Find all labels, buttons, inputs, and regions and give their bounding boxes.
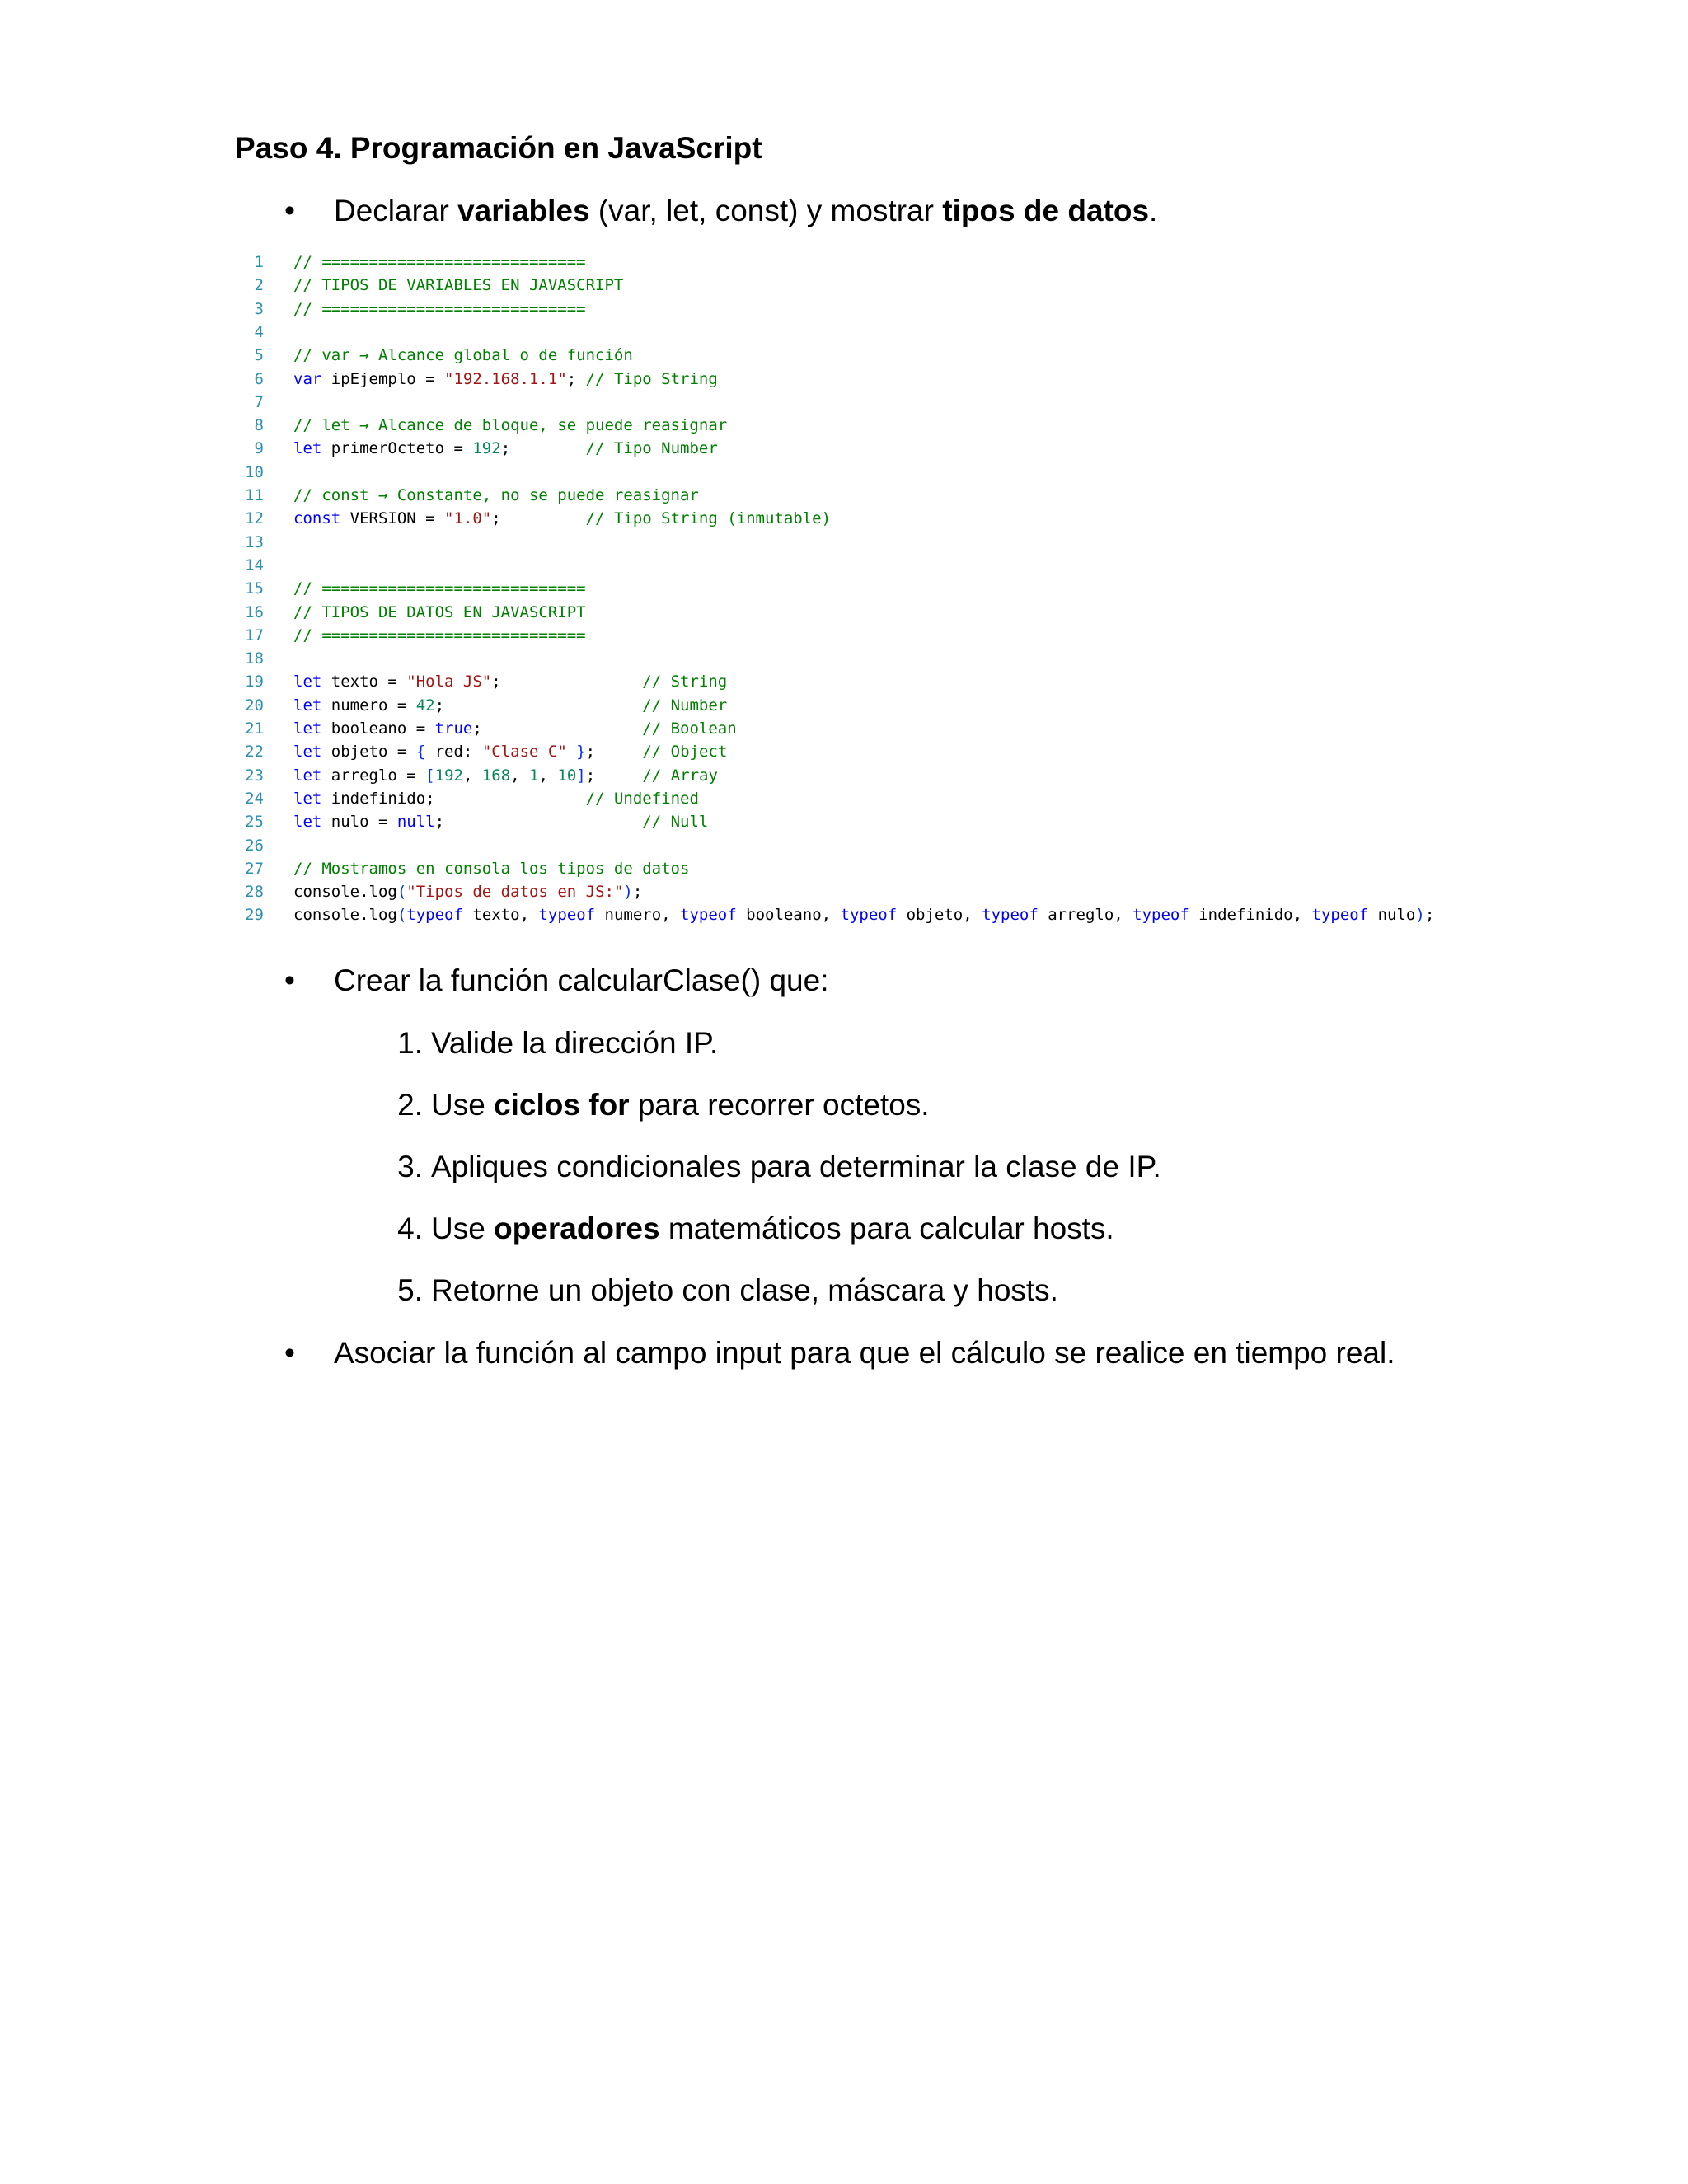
code-text	[293, 507, 831, 530]
code-token: // Tipo Number	[585, 439, 718, 458]
text-run: .	[1149, 194, 1158, 227]
code-text	[293, 810, 708, 833]
code-token: ;	[566, 369, 586, 388]
code-token: ;	[1424, 906, 1435, 925]
code-text	[293, 437, 718, 460]
list-text	[431, 1020, 718, 1066]
text-run: Declarar	[334, 194, 458, 227]
list-number: 2.	[397, 1088, 423, 1122]
code-token: // Boolean	[642, 719, 737, 738]
list-text	[431, 1144, 1161, 1190]
code-token: ,	[510, 766, 530, 785]
code-token: numero,	[595, 906, 681, 925]
code-token: // ============================	[293, 299, 586, 318]
code-token: ;	[491, 673, 643, 691]
code-token: 10	[557, 766, 577, 785]
bullet-text: Asociar la función al campo input para que el cálculo se realice en tiempo real.	[334, 1336, 1395, 1370]
code-token: // Object	[642, 743, 728, 762]
bold-term: tipos de datos	[942, 194, 1150, 227]
code-token: "192.168.1.1"	[444, 369, 567, 388]
bold-term: variables	[457, 194, 590, 227]
list-number: 3.	[397, 1150, 423, 1183]
code-token: indefinido;	[321, 789, 586, 808]
code-text	[293, 670, 727, 693]
line-number: 9	[254, 439, 264, 458]
code-token: ;	[434, 813, 643, 832]
code-token: arreglo =	[321, 766, 426, 785]
line-number: 25	[245, 813, 264, 832]
code-token: console.log	[293, 906, 397, 925]
section-heading: Paso 4. Programación en JavaScript	[235, 131, 762, 165]
code-token: indefinido,	[1189, 906, 1312, 925]
code-token: 42	[415, 696, 435, 715]
line-number: 12	[245, 509, 264, 528]
list-text	[431, 1206, 1114, 1252]
code-token: // let → Alcance de bloque, se puede reasignar	[293, 416, 728, 435]
code-token: VERSION =	[340, 509, 445, 528]
line-number: 22	[245, 743, 264, 762]
code-text	[293, 577, 586, 600]
code-token: 1	[529, 766, 539, 785]
code-token: {	[415, 743, 426, 762]
code-token: true	[434, 719, 473, 738]
line-number: 13	[245, 532, 264, 551]
line-number: 29	[245, 906, 264, 925]
code-text	[293, 903, 1434, 926]
code-token: // Tipo String (inmutable)	[585, 509, 832, 528]
code-token: 192	[472, 439, 501, 458]
code-token: let	[293, 766, 322, 785]
code-token: // Number	[642, 696, 728, 715]
code-token: (	[396, 906, 407, 925]
line-number: 18	[245, 649, 264, 668]
code-text	[293, 624, 586, 647]
text-run: Use	[431, 1088, 495, 1122]
code-token: }	[576, 743, 586, 762]
code-token: primerOcteto =	[321, 439, 473, 458]
code-token: // Undefined	[585, 789, 699, 808]
code-token: null	[396, 813, 435, 832]
code-text	[293, 601, 586, 624]
code-token: let	[293, 673, 322, 691]
code-token: "Clase C"	[481, 743, 567, 762]
code-token: nulo =	[321, 813, 397, 832]
code-token: let	[293, 813, 322, 832]
code-text	[293, 857, 689, 880]
code-token: numero =	[321, 696, 416, 715]
code-token: // var → Alcance global o de función	[293, 346, 633, 365]
code-token: let	[293, 719, 322, 738]
code-token: ;	[585, 766, 643, 785]
code-text	[293, 344, 633, 367]
code-text	[293, 880, 642, 903]
text-run: Valide la dirección IP.	[431, 1026, 719, 1060]
code-token: objeto =	[321, 743, 416, 762]
code-token: ;	[491, 509, 586, 528]
code-token: // ============================	[293, 579, 586, 598]
code-token: // Array	[642, 766, 718, 785]
line-number: 8	[254, 416, 264, 435]
code-token: typeof	[538, 906, 596, 925]
code-token: ]	[576, 766, 586, 785]
code-text	[293, 298, 586, 321]
code-text	[293, 368, 718, 391]
line-number: 20	[245, 696, 264, 715]
code-token: )	[1415, 906, 1425, 925]
code-text	[293, 484, 699, 507]
code-token: objeto,	[897, 906, 982, 925]
code-text	[293, 717, 737, 740]
code-text	[293, 251, 586, 274]
code-token: )	[623, 883, 633, 902]
code-token: "Hola JS"	[406, 673, 492, 691]
line-number: 2	[254, 276, 264, 295]
line-number: 3	[254, 299, 264, 318]
code-token: ;	[434, 696, 643, 715]
code-token: console.log	[293, 883, 397, 902]
bullet-marker: •	[284, 963, 295, 997]
code-token: typeof	[406, 906, 463, 925]
code-token: ;	[500, 439, 586, 458]
bold-term: operadores	[494, 1212, 660, 1245]
code-listing	[223, 251, 1541, 943]
line-number: 16	[245, 602, 264, 621]
code-token: ;	[632, 883, 643, 902]
bullet-text: Crear la función calcularClase() que:	[334, 963, 829, 997]
line-number: 10	[245, 462, 264, 481]
line-number: 5	[254, 346, 264, 365]
code-token: (	[396, 883, 407, 902]
code-text	[293, 414, 727, 437]
code-token: typeof	[1132, 906, 1189, 925]
code-token: [	[425, 766, 435, 785]
code-token: typeof	[840, 906, 898, 925]
code-token: // Mostramos en consola los tipos de datos	[293, 859, 690, 878]
text-run: Apliques condicionales para determinar la clase de IP.	[431, 1150, 1161, 1183]
list-number: 5.	[397, 1273, 423, 1307]
code-token: // TIPOS DE VARIABLES EN JAVASCRIPT	[293, 276, 624, 295]
code-token: // Tipo String	[585, 369, 718, 388]
text-run: para recorrer octetos.	[629, 1088, 930, 1122]
code-token: ,	[462, 766, 482, 785]
code-text	[293, 740, 727, 763]
line-number: 4	[254, 322, 264, 341]
code-text	[293, 274, 623, 297]
code-token: typeof	[982, 906, 1039, 925]
code-token: 192	[434, 766, 463, 785]
line-number: 21	[245, 719, 264, 738]
code-token: let	[293, 696, 322, 715]
code-token: const	[293, 509, 341, 528]
code-token: "1.0"	[444, 509, 492, 528]
bullet-marker: •	[284, 194, 295, 227]
code-token: typeof	[1311, 906, 1369, 925]
code-token: booleano,	[736, 906, 841, 925]
code-token: red:	[425, 743, 482, 762]
code-token: nulo	[1368, 906, 1416, 925]
text-run: (var, let, const) y mostrar	[589, 194, 943, 227]
code-token	[567, 743, 576, 761]
bullet-marker: •	[284, 1336, 295, 1370]
code-token: arreglo,	[1038, 906, 1133, 925]
list-text	[431, 1268, 1058, 1314]
code-token: ;	[585, 743, 643, 762]
line-number: 17	[245, 626, 264, 644]
list-text	[431, 1082, 930, 1128]
code-token: typeof	[680, 906, 737, 925]
code-token: ,	[538, 766, 558, 785]
line-number: 14	[245, 555, 264, 574]
line-number: 28	[245, 883, 264, 902]
bullet-text	[334, 188, 1157, 234]
line-number: 26	[245, 836, 264, 855]
list-number: 4.	[397, 1212, 423, 1245]
bold-term: ciclos for	[494, 1088, 630, 1122]
code-token: ;	[472, 719, 643, 738]
line-number: 7	[254, 392, 264, 411]
line-number: 23	[245, 766, 264, 785]
code-token: // TIPOS DE DATOS EN JAVASCRIPT	[293, 602, 586, 621]
text-run: Retorne un objeto con clase, máscara y hosts.	[431, 1273, 1058, 1307]
line-number: 15	[245, 579, 264, 598]
code-token: "Tipos de datos en JS:"	[406, 883, 624, 902]
code-token: // const → Constante, no se puede reasignar	[293, 486, 699, 504]
code-token: // Null	[642, 813, 709, 832]
code-text	[293, 694, 727, 717]
line-number: 19	[245, 673, 264, 691]
code-token: ipEjemplo =	[321, 369, 445, 388]
code-token: texto =	[321, 673, 407, 691]
line-number: 11	[245, 486, 264, 504]
code-token: 168	[481, 766, 511, 785]
line-number: 27	[245, 859, 264, 878]
line-number: 1	[254, 253, 264, 271]
code-token: let	[293, 743, 322, 762]
code-token: // String	[642, 673, 728, 691]
code-token: var	[293, 369, 322, 388]
code-token: let	[293, 789, 322, 808]
list-number: 1.	[397, 1026, 423, 1060]
text-run: matemáticos para calcular hosts.	[659, 1212, 1114, 1245]
code-text	[293, 787, 699, 810]
line-number: 24	[245, 789, 264, 808]
line-number: 6	[254, 369, 264, 388]
code-token: booleano =	[321, 719, 435, 738]
code-token: let	[293, 439, 322, 458]
code-text	[293, 764, 718, 787]
code-token: // ============================	[293, 253, 586, 271]
code-token: texto,	[462, 906, 539, 925]
text-run: Use	[431, 1212, 495, 1245]
code-token: // ============================	[293, 626, 586, 644]
